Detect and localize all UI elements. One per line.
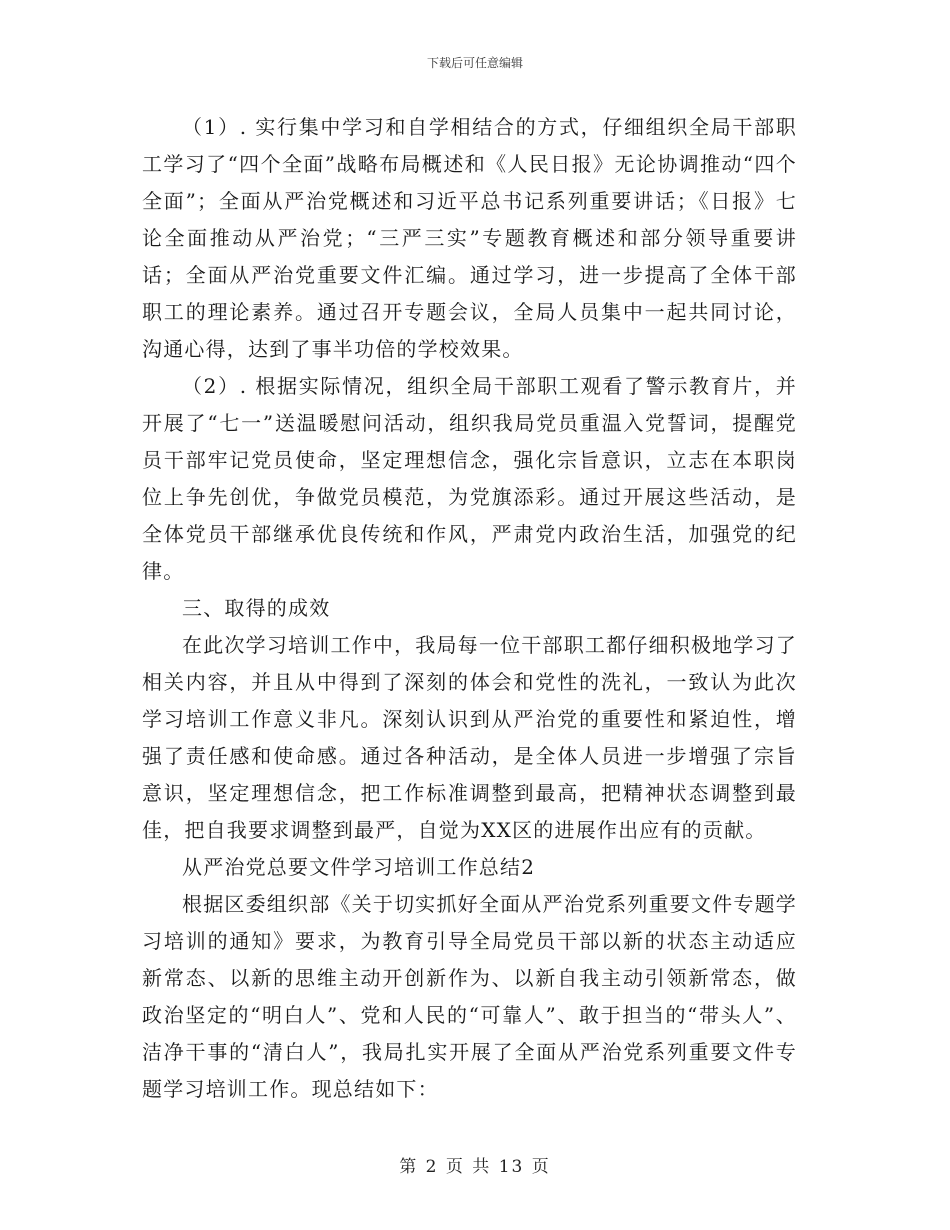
paragraph-results: 在此次学习培训工作中，我局每一位干部职工都仔细积极地学习了相关内容，并且从中得到了深刻的体会和党性的洗礼，一致认为此次学习培训工作意义非凡。深刻认识到从严治党的重要性和紧迫性，增强了责任感和使命感。通过各种活动，是全体人员进一步增强了宗旨意识，坚定理想信念，把工作标准调整到最高，把精神状态调整到最佳，把自我要求调整到最严，自觉为XX区的进展作出应有的贡献。	[142, 633, 797, 842]
section-heading-summary-2: 从严治党总要文件学习培训工作总结2	[182, 855, 536, 879]
document-body	[142, 109, 797, 1108]
paragraph-summary-intro: 根据区委组织部《关于切实抓好全面从严治党系列重要文件专题学习培训的通知》要求，为教育引导全局党员干部以新的状态主动适应新常态、以新的思维主动开创新作为、以新自我主动引领新常态，做政治坚定的“明白人”、党和人民的“可靠人”、敢于担当的“带头人”、洁净干事的“清白人”，我局扎实开展了全面从严治党系列重要文件专题学习培训工作。现总结如下：	[142, 892, 797, 1101]
paragraph-activities: （2）. 根据实际情况，组织全局干部职工观看了警示教育片，并开展了“七一”送温暖慰问活动，组织我局党员重温入党誓词，提醒党员干部牢记党员使命，坚定理想信念，强化宗旨意识，立志在本职岗位上争先创优，争做党员模范，为党旗添彩。通过开展这些活动，是全体党员干部继承优良传统和作风，严肃党内政治生活，加强党的纪律。	[142, 374, 797, 583]
page-footer: 第 2 页 共 13 页	[399, 1157, 551, 1177]
paragraph-study-method: （1）. 实行集中学习和自学相结合的方式，仔细组织全局干部职工学习了“四个全面”战略布局概述和《人民日报》无论协调推动“四个全面”；全面从严治党概述和习近平总书记系列重要讲话；《日报》七论全面推动从严治党；“三严三实”专题教育概述和部分领导重要讲话；全面从严治党重要文件汇编。通过学习，进一步提高了全体干部职工的理论素养。通过召开专题会议，全局人员集中一起共同讨论，沟通心得，达到了事半功倍的学校效果。	[142, 115, 797, 361]
page-header-note: 下载后可任意编辑	[426, 56, 523, 70]
section-heading-results: 三、取得的成效	[182, 596, 331, 620]
